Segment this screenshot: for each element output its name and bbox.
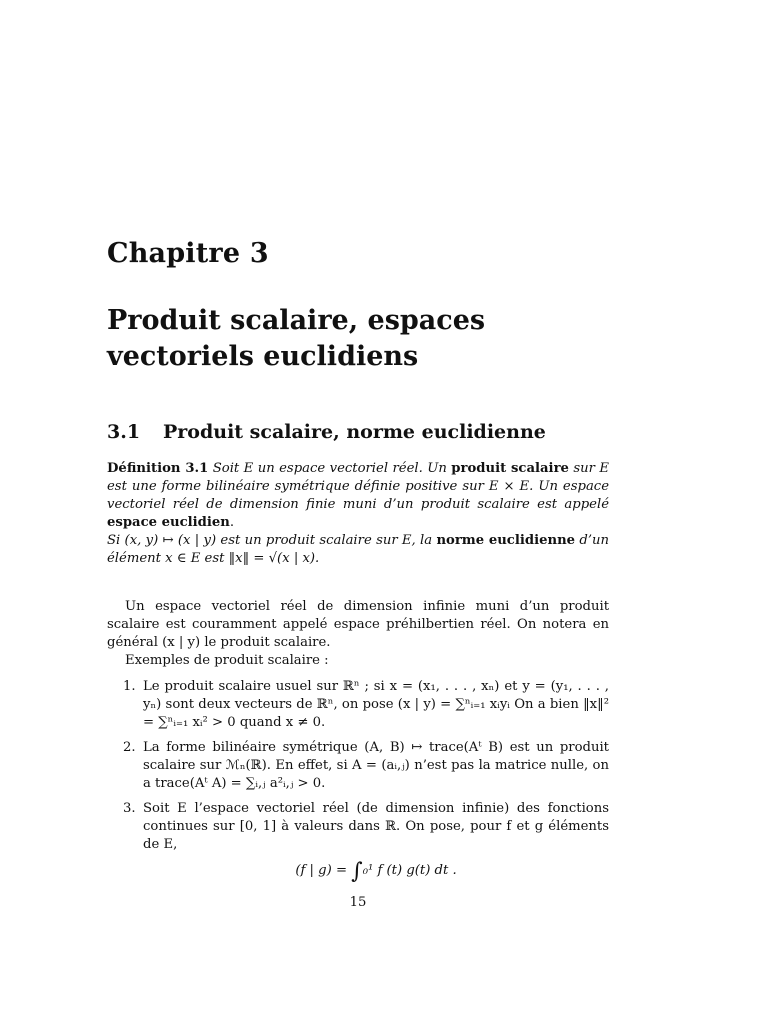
list-item-number: 2. xyxy=(123,740,136,755)
section-heading xyxy=(107,421,546,443)
definition-text-5: d’un élément x ∈ E est ‖x‖ = √(x | x). xyxy=(107,533,609,566)
definition-text-1: Soit E un espace vectoriel réel. Un xyxy=(212,461,447,476)
list-item-text: Soit E l’espace vectoriel réel (de dimension infinie) des fonctions continues sur [0, 1] à valeurs dans ℝ. On pose, pour f et g éléments de E, xyxy=(143,801,609,852)
paragraph-exemples: Exemples de produit scalaire : xyxy=(125,653,329,668)
display-equation xyxy=(143,859,609,884)
list-item xyxy=(123,678,609,732)
examples-list xyxy=(107,678,609,884)
list-item-number: 1. xyxy=(123,679,136,694)
definition-term-espace-euclidien: espace euclidien xyxy=(107,515,230,530)
list-item xyxy=(123,800,609,884)
definition-block xyxy=(107,460,609,568)
section-number: 3.1 xyxy=(107,421,141,443)
list-item-text: Le produit scalaire usuel sur ℝⁿ ; si x = (x₁, . . . , xₙ) et y = (y₁, . . . , yₙ) sont deux vecteurs de ℝⁿ, on pose (x | y) = ∑ⁿᵢ₌₁ xᵢyᵢ On a bien ‖x‖² = ∑ⁿᵢ₌₁ xᵢ² > 0 quand x ≠ 0. xyxy=(143,679,609,730)
chapter-title-line-1: Produit scalaire, espaces xyxy=(107,305,486,336)
equation-lhs: (f | g) = xyxy=(295,863,348,878)
chapter-title xyxy=(107,303,609,375)
definition-paragraph-2 xyxy=(107,532,609,568)
definition-text-2: sur E est une forme bilinéaire symétrique définie positive sur E × E. Un espace vectoriel réel de dimension finie muni d’un produit scalaire est appelé xyxy=(107,461,609,512)
paragraph-prehilbertien: Un espace vectoriel réel de dimension infinie muni d’un produit scalaire est couramment appelé espace préhilbertien réel. On notera en général (x | y) le produit scalaire. xyxy=(107,599,609,650)
definition-text-3: . xyxy=(229,515,235,530)
section-title: Produit scalaire, norme euclidienne xyxy=(163,421,546,443)
integral-bounds: ₀¹ xyxy=(362,863,374,878)
definition-label: Définition 3.1 xyxy=(107,461,209,476)
list-item xyxy=(123,739,609,793)
definition-text-4: Si (x, y) ↦ (x | y) est un produit scalaire sur E, la xyxy=(107,533,433,548)
integral-sign: ∫ xyxy=(351,859,363,884)
document-page xyxy=(107,0,609,1024)
list-item-text: La forme bilinéaire symétrique (A, B) ↦ trace(Aᵗ B) est un produit scalaire sur ℳₙ(ℝ). En effet, si A = (aᵢ,ⱼ) n’est pas la matrice nulle, on a trace(Aᵗ A) = ∑ᵢ,ⱼ a²ᵢ,ⱼ > 0. xyxy=(143,740,609,791)
body-text xyxy=(107,460,609,888)
definition-paragraph-1 xyxy=(107,460,609,532)
list-item-number: 3. xyxy=(123,801,136,816)
equation-rhs: f (t) g(t) dt . xyxy=(377,863,457,878)
chapter-label: Chapitre 3 xyxy=(107,238,269,269)
definition-term-produit-scalaire: produit scalaire xyxy=(451,461,569,476)
chapter-title-line-2: vectoriels euclidiens xyxy=(107,341,419,372)
definition-term-norme-euclidienne: norme euclidienne xyxy=(436,533,576,548)
page-number: 15 xyxy=(349,895,367,910)
